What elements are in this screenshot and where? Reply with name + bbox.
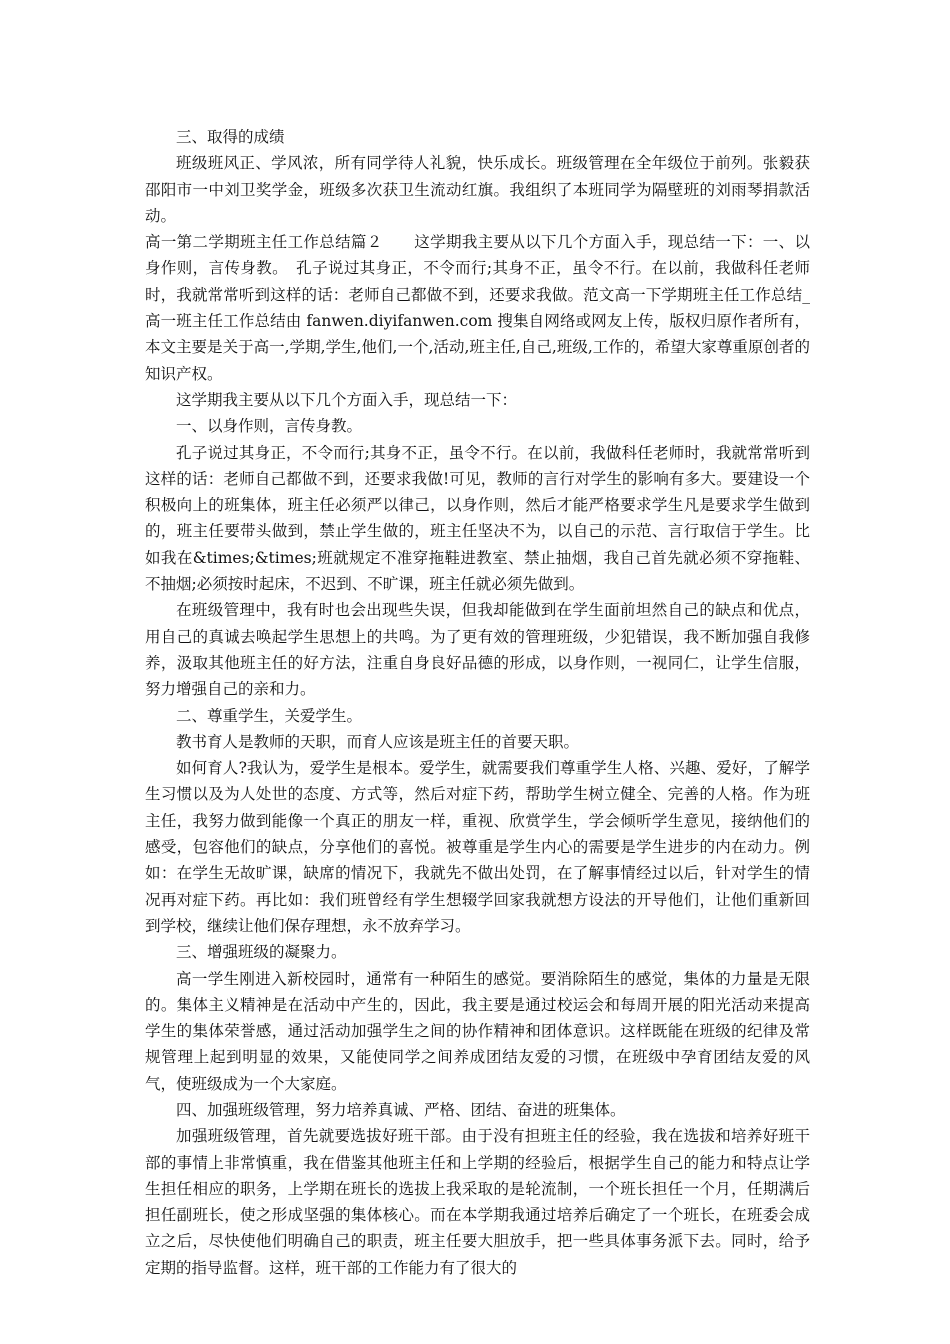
paragraph: 加强班级管理，首先就要选拔好班干部。由于没有担班主任的经验，我在选拔和培养好班干部的事情上非常慎重，我在借鉴其他班主任和上学期的经验后，根据学生自己的能力和特点让学生担任相应的职务，上学期在班长的选拔上我采取的是轮流制，一个班长担任一个月，任期满后担任副班长，使之形成坚强的集体核心。而在本学期我通过培养后确定了一个班长，在班委会成立之后，尽快使他们明确自己的职责，班主任要大胆放手，把一些具体事务派下去。同时，给予定期的指导监督。这样，班干部的工作能力有了很大的	[145, 1127, 810, 1277]
paragraph: 在班级管理中，我有时也会出现些失误，但我却能做到在学生面前坦然自己的缺点和优点，用自己的真诚去唤起学生思想上的共鸣。为了更有效的管理班级，少犯错误，我不断加强自我修养，汲取其他班主任的好方法，注重自身良好品德的形成，以身作则，一视同仁，让学生信服，努力增强自己的亲和力。	[145, 601, 810, 699]
section-heading-respect-students: 二、尊重学生，关爱学生。	[176, 706, 363, 725]
section-heading-cohesion: 三、增强班级的凝聚力。	[176, 943, 347, 962]
paragraph: 孔子说过其身正，不令而行;其身不正，虽令不行。在以前，我做科任老师时，我就常常听到这样的话：老师自己都做不到，还要求我做!可见，教师的言行对学生的影响有多大。要建设一个积极向上的班集体，班主任必须严以律己，以身作则，然后才能严格要求学生凡是要求学生做到的，班主任要带头做到，禁止学生做的，班主任坚决不为，以自己的示范、言行取信于学生。比如我在&times;&times;班就规定不准穿拖鞋进教室、禁止抽烟，我自己首先就必须不穿拖鞋、不抽烟;必须按时起床，不迟到、不旷课，班主任就必须先做到。	[145, 443, 810, 594]
paragraph: 如何育人?我认为，爱学生是根本。爱学生，就需要我们尊重学生人格、兴趣、爱好，了解学生习惯以及为人处世的态度、方式等，然后对症下药，帮助学生树立健全、完善的人格。作为班主任，我努力做到能像一个真正的朋友一样，重视、欣赏学生，学会倾听学生意见，接纳他们的感受，包容他们的缺点，分享他们的喜悦。被尊重是学生内心的需要是学生进步的内在动力。例如：在学生无故旷课，缺席的情况下，我就先不做出处罚，在了解事情经过以后，针对学生的情况再对症下药。再比如：我们班曾经有学生想辍学回家我就想方设法的开导他们，让他们重新回到学校，继续让他们保存理想，永不放弃学习。	[145, 759, 810, 935]
article-title-paragraph: 高一第二学期班主任工作总结篇２ 这学期我主要从以下几个方面入手，现总结一下：一、以身作则，言传身教。 孔子说过其身正，不令而行;其身不正，虽令不行。在以前，我做科任老师时，我就常常听到这样的话：老师自己都做不到，还要求我做。范文高一下学期班主任工作总结_高一班主任工作总结由 fanwen.diyifanwen.com 搜集自网络或网友上传，版权归原作者所有，本文主要是关于高一,学期,学生,他们,一个,活动,班主任,自己,班级,工作的，希望大家尊重原创者的知识产权。	[145, 233, 810, 383]
paragraph: 教书育人是教师的天职，而育人应该是班主任的首要天职。	[176, 732, 580, 751]
section-heading-class-management: 四、加强班级管理，努力培养真诚、严格、团结、奋进的班集体。	[176, 1100, 626, 1119]
document-body	[145, 124, 810, 1281]
paragraph: 高一学生刚进入新校园时，通常有一种陌生的感觉。要消除陌生的感觉，集体的力量是无限的。集体主义精神是在活动中产生的，因此，我主要是通过校运会和每周开展的阳光活动来提高学生的集体荣誉感，通过活动加强学生之间的协作精神和团体意识。这样既能在班级的纪律及常规管理上起到明显的效果，又能使同学之间养成团结友爱的习惯，在班级中孕育团结友爱的风气，使班级成为一个大家庭。	[145, 969, 810, 1093]
section-heading-achievements: 三、取得的成绩	[176, 128, 285, 146]
paragraph: 这学期我主要从以下几个方面入手，现总结一下：	[176, 390, 518, 409]
section-heading-lead-by-example: 一、以身作则，言传身教。	[176, 417, 363, 436]
paragraph: 班级班风正、学风浓，所有同学待人礼貌，快乐成长。班级管理在全年级位于前列。张毅获邵阳市一中刘卫奖学金，班级多次获卫生流动红旗。我组织了本班同学为隔壁班的刘雨琴捐款活动。	[145, 154, 810, 225]
